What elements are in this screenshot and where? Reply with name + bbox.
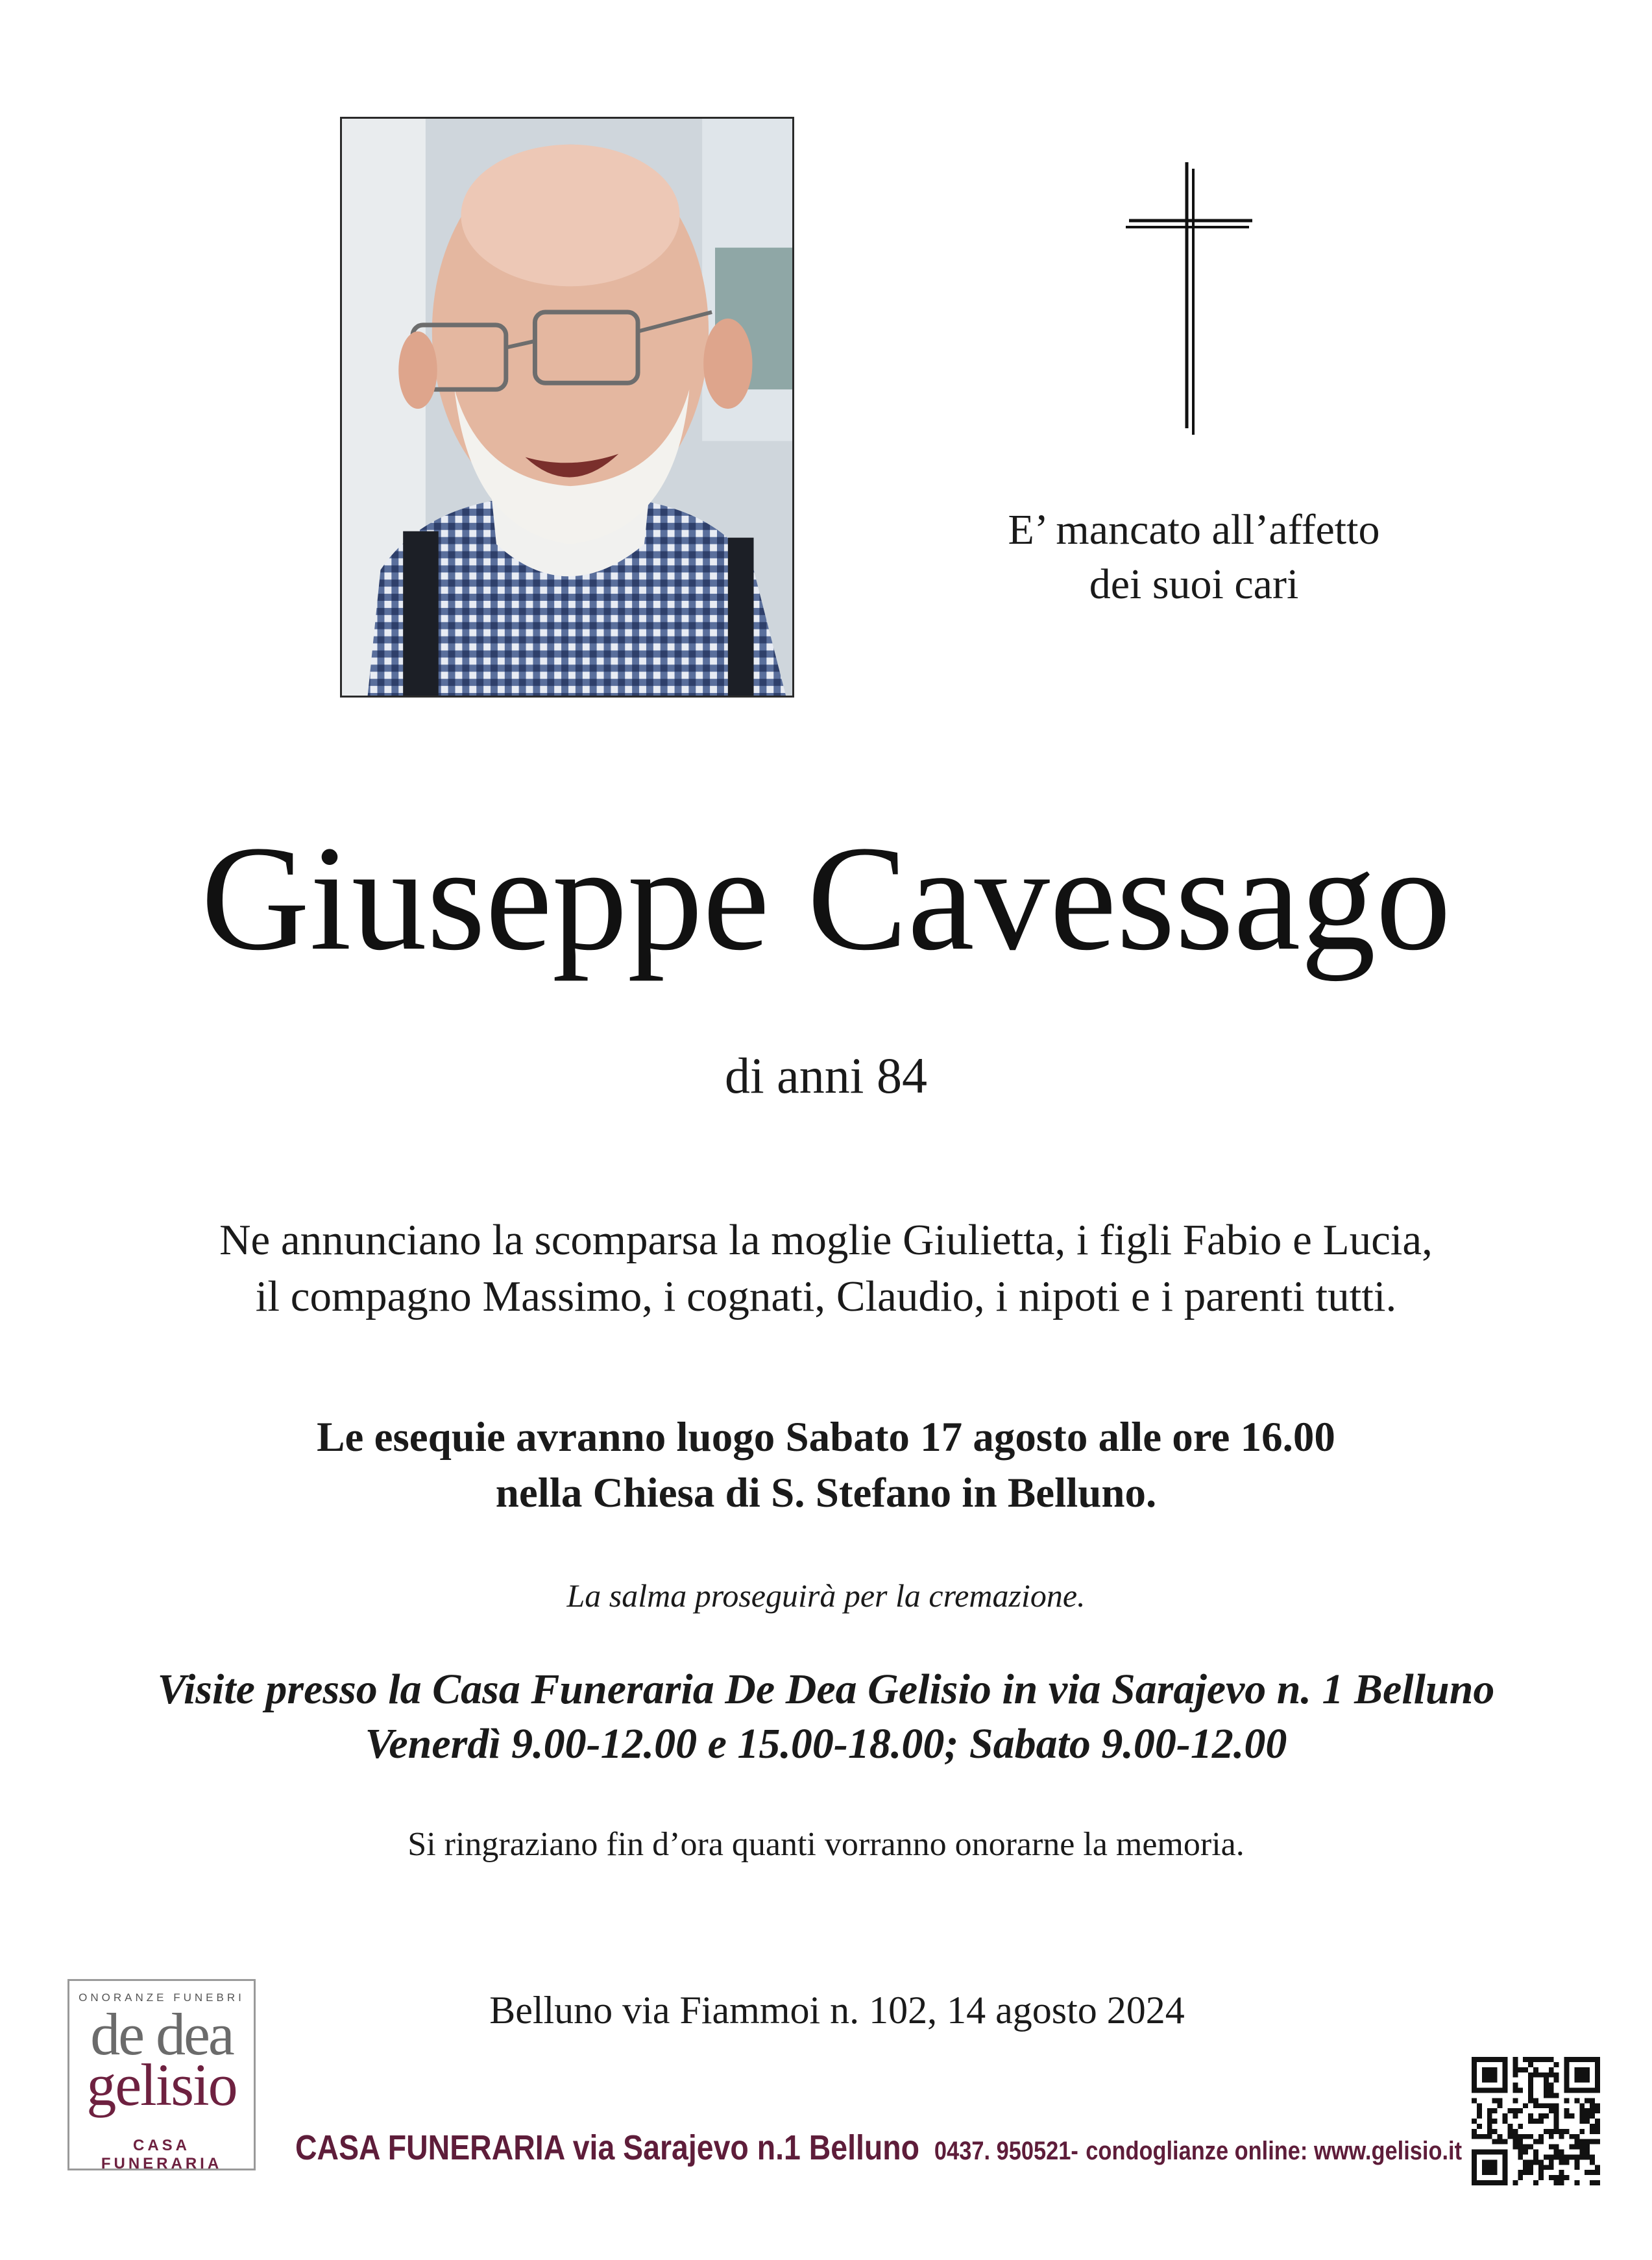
logo-line-1: de dea [90,2001,233,2067]
intro-line-1: E’ mancato all’affetto [1008,506,1380,553]
intro-text [882,503,1505,612]
cremation-note: La salma proseguirà per la cremazione. [566,1577,1086,1614]
deceased-age: di anni 84 [725,1047,927,1104]
deceased-name: Giuseppe Cavessago [200,815,1452,982]
visits-info [0,1662,1652,1771]
announcement-text [0,1212,1652,1325]
footer-contact [295,2125,1463,2174]
footer-address: via Sarajevo n.1 Belluno [572,2128,919,2167]
place-date: Belluno via Fiammoi n. 102, 14 agosto 2024 [489,1989,1185,2032]
footer-condolences: condoglianze online: www.gelisio.it [1086,2137,1463,2165]
logo-line-2: gelisio [86,2052,237,2118]
qr-code-icon [1472,2057,1600,2185]
cross-icon [1126,162,1256,435]
intro-line-2: dei suoi cari [1089,561,1299,608]
footer-phone: 0437. 950521- [934,2137,1078,2165]
logo-top-text: ONORANZE FUNEBRI [79,1991,245,2004]
portrait-photo [340,117,794,698]
visits-line-1: Visite presso la Casa Funeraria De Dea Gelisio in via Sarajevo n. 1 Belluno [157,1666,1495,1713]
funeral-info [0,1409,1652,1521]
footer-company: CASA FUNERARIA [295,2128,566,2167]
announcement-line-1: Ne annunciano la scomparsa la moglie Giulietta, i figli Fabio e Lucia, [219,1216,1433,1264]
thanks-text: Si ringraziano fin d’ora quanti vorranno onorarne la memoria. [407,1826,1245,1863]
logo-bottom-text: CASA FUNERARIA [101,2137,223,2172]
funeral-line-1: Le esequie avranno luogo Sabato 17 agosto alle ore 16.00 [317,1414,1335,1461]
visits-line-2: Venerdì 9.00-12.00 e 15.00-18.00; Sabato 9.00-12.00 [365,1720,1287,1768]
funeral-home-logo [67,1979,256,2170]
announcement-line-2: il compagno Massimo, i cognati, Claudio, i nipoti e i parenti tutti. [255,1272,1397,1320]
funeral-line-2: nella Chiesa di S. Stefano in Belluno. [495,1470,1157,1516]
